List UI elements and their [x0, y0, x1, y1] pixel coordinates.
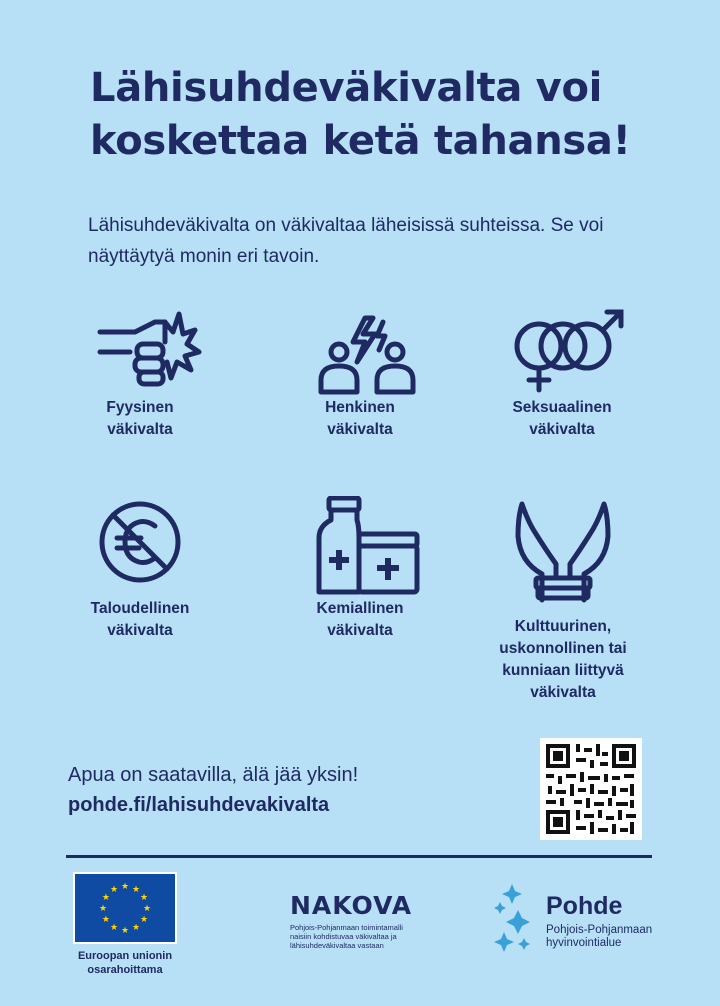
eu-star-icon: ★	[109, 883, 119, 894]
pohde-name: Pohde	[546, 892, 623, 920]
eu-star-icon: ★	[140, 914, 149, 924]
nakova-logo	[290, 892, 440, 950]
footer-divider	[66, 855, 652, 858]
type-psychological	[280, 300, 440, 441]
pohde-mark-icon	[494, 884, 538, 960]
help-info	[68, 760, 358, 820]
eu-star-icon: ★	[101, 914, 110, 924]
type-label: Seksuaalinen väkivalta	[512, 399, 612, 438]
eu-star-icon: ★	[120, 881, 130, 891]
type-label: Kulttuurinen, uskonnollinen tai kunniaan liittyvä väkivalta	[499, 618, 627, 701]
lightning-people-icon	[295, 300, 425, 395]
eu-funding	[70, 872, 180, 977]
help-link[interactable]: pohde.fi/lahisuhdevakivalta	[68, 794, 330, 816]
eu-caption: Euroopan unionin osarahoittama	[77, 950, 173, 976]
eu-star-icon: ★	[140, 892, 149, 902]
type-sexual	[482, 300, 642, 441]
pohde-subtitle: Pohjois-Pohjanmaan hyvinvointialue	[546, 924, 653, 949]
crossed-euro-icon	[75, 496, 205, 596]
medicine-bottles-icon	[295, 496, 425, 596]
eu-star-icon: ★	[120, 925, 130, 935]
eu-star-icon: ★	[109, 922, 119, 933]
type-label: Henkinen väkivalta	[325, 399, 395, 438]
fist-icon	[75, 300, 205, 395]
qr-code[interactable]	[540, 738, 642, 840]
intro-text: Lähisuhdeväkivalta on väkivaltaa läheisissä suhteissa. Se voi näyttäytyä monin eri tavoin.	[88, 215, 604, 267]
page-title: Lähisuhdeväkivalta voi koskettaa ketä tahansa!	[90, 65, 631, 164]
type-label: Taloudellinen väkivalta	[90, 600, 190, 639]
nakova-name: NAKOVA	[290, 891, 413, 920]
help-text: Apua on saatavilla, älä jää yksin!	[68, 764, 359, 786]
eu-flag-icon	[73, 872, 177, 944]
eu-star-icon: ★	[98, 903, 108, 913]
eu-star-icon: ★	[142, 903, 152, 913]
eu-star-icon: ★	[101, 892, 110, 902]
type-financial	[60, 496, 220, 642]
type-label: Kemiallinen väkivalta	[316, 600, 404, 639]
type-cultural	[468, 496, 658, 704]
nakova-description: Pohjois-Pohjanmaan toimintamalli naisiin kohdistuvaa väkivaltaa ja lähisuhdeväkivaltaa vastaan	[290, 923, 403, 950]
type-physical	[60, 300, 220, 441]
type-label: Fyysinen väkivalta	[106, 399, 174, 438]
type-chemical	[280, 496, 440, 642]
gender-symbols-icon	[497, 300, 627, 395]
eu-star-icon: ★	[131, 883, 141, 894]
eu-star-icon: ★	[131, 922, 141, 933]
qr-code-icon	[540, 738, 642, 840]
bound-hands-icon	[498, 496, 628, 608]
